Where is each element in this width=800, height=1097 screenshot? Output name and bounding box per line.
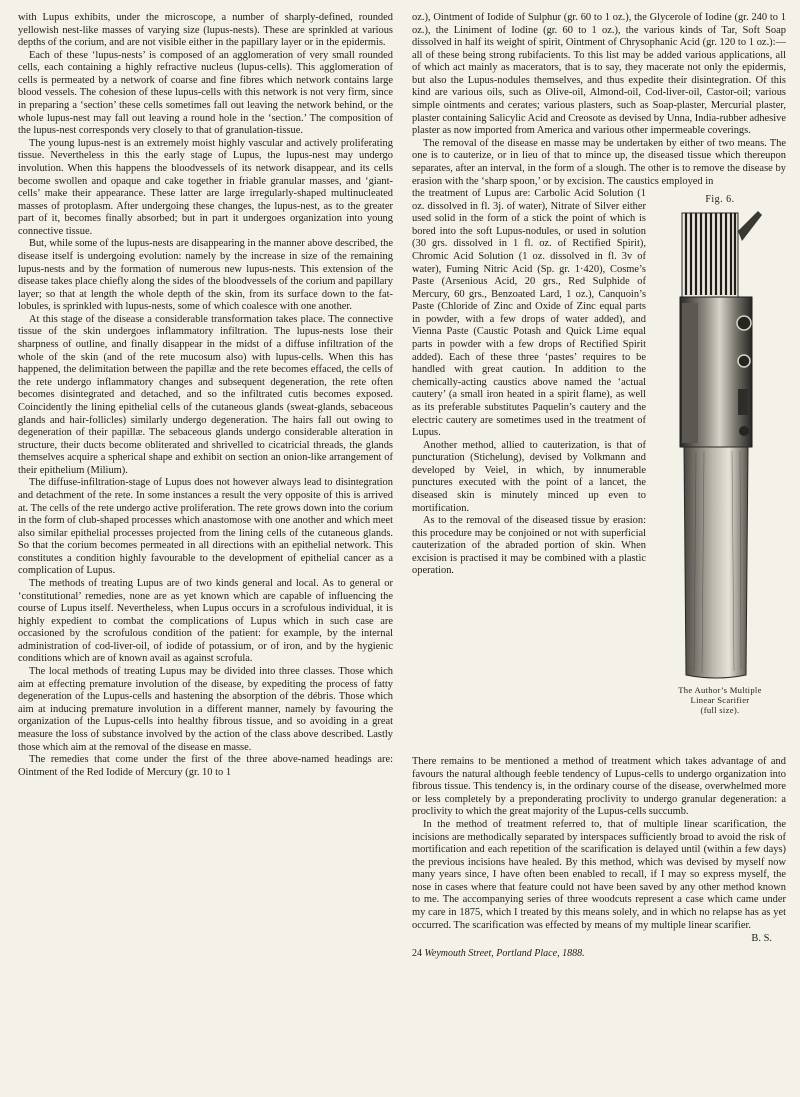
address-number: 24 (412, 947, 422, 959)
paragraph: In the method of treatment referred to, that of multiple linear scarification, the incisions are methodically separated by interspaces sufficiently broad to avoid the risk of mortification and each repetition of the scarification is delayed until (within a few days) the previous incisions have healed. By this method, which was devised by myself now many years since, I have often been enabled to recall, if I may so express myself, the nose in cases where that feature could not have been saved by any other method known to me. The accompanying series of three woodcuts represent a case which came under my care in 1875, which I treated by this means solely, and in which no relapse has as yet occurred. The scarification was effected by means of my multiple linear scarifier. (412, 818, 786, 931)
paragraph: But, while some of the lupus-nests are disappearing in the manner above described, the disease itself is undergoing evolution: namely by the increase in size of the remaining lupus-nests and by the formation of numerous new lupus-nests. This extension of the disease takes place chiefly along the sides of the bloodvessels of the corium and papillary layer; so that at length the whole depth of the skin, from its surface down to the fat-lobules, is sprinkled with lupus-nests, some of which coalesce with one another. (18, 238, 393, 313)
paragraph: with Lupus exhibits, under the microscope, a number of sharply-defined, rounded yellowish nest-like masses of varying size (lupus-nests). These are sprinkled at various depths of the corium, and are not visible either in the papillary layer or in the epidermis. (18, 12, 393, 49)
paragraph: At this stage of the disease a considerable transformation takes place. The connective tissue of the skin undergoes inflammatory infiltration. The lupus-nests lose their sharpness of outline, and finally disappear in the midst of a diffuse infiltration of the whole of the skin (and of the rete mucosum also) with lupus-cells. When this has happened, the delimitation between the papillæ and the rete becomes effaced, the cells of the rete undergo inflammatory changes and subsequent degeneration, the rete often becomes disintegrated and detached, and so the infiltrated cutis becomes exposed. Coincidently the lining epithelial cells of the cutaneous glands (sweat-glands, sebaceous glands and hair-follicles) similarly undergo degeneration. The hairs fall out owing to degeneration of their papillæ. The sebaceous glands undergo considerable alteration in structure, their ducts become obliterated and shrivelled to cicatricial threads, the glands themselves acquire a spherical shape and exhibit on section an onion-like arrangement of their epithelium (Milium). (18, 313, 393, 476)
address-text: Weymouth Street, Portland Place, 1888. (424, 947, 585, 959)
figure-caption-line: The Author’s Multiple (678, 684, 762, 695)
figure-wrap-block (412, 188, 786, 756)
paragraph: The local methods of treating Lupus may be divided into three classes. Those which aim at effecting premature involution of the disease, by expediting the process of fatty degeneration of the Lupus-cells and hastening the absorption of the débris. Those which aim at inducing premature involution in a different manner, namely by favouring the organization of the Lupus-cells into healthy fibrous tissue, and so avoiding in a great measure the loss of substance involved by the action of the class above described. Lastly those which aim at the removal of the disease en masse. (18, 666, 393, 753)
paragraph: Each of these ‘lupus-nests’ is composed of an agglomeration of very small rounded cells, each containing a highly refractive nucleus (lupus-cells). This agglomeration of cells is permeated by a network of coarse and fine fibres which network contains large blood vessels. The cohesion of these lupus-cells with this network is not very firm, since in preparing a ‘section’ these cells sometimes fall out leaving the network behind, or the whole lupus-nest may fall out leaving a round hole in the ‘section.’ The composition of the lupus-nest corresponds very closely to that of granulation-tissue. (18, 49, 393, 137)
right-column (412, 12, 786, 960)
frame-group (680, 297, 752, 447)
figure-6 (654, 194, 786, 754)
blade-group (682, 211, 762, 297)
paragraph: As to the removal of the diseased tissue by erasion: this procedure may be conjoined or not with superficial cauterization of the abraded portion of skin. When excision is practised it may be combined with a plastic operation. (412, 515, 646, 577)
author-signature: B. S. (751, 933, 772, 945)
paragraph: oz.), Ointment of Iodide of Sulphur (gr. 60 to 1 oz.), the Glycerole of Iodine (gr. 240 to 1 oz.), the Liniment of Iodine (gr. 60 to 1 oz.), the various kinds of Tar, Soft Soap dissolved in half its weight of spirit, Ointment of Chrysophanic Acid (gr. 120 to 1 oz.):—all of these being strong rubifacients. To this list may be added various applications, all of which act mainly as macerators, that is to say, they macerate not only the epidermis, but also the Lupus-nodules themselves, and thus expedite their disintegration. Of this kind are various oils, such as Olive-oil, Almond-oil, Cod-liver-oil, Castor-oil; various simple ointments and cerates; various plasters, such as Soap-plaster, Mercurial plaster, plaster containing Salicylic Acid and Creosote as devised by Unna, India-rubber adhesive plaster as now imported from America and various other impermeable coverings. (412, 12, 786, 137)
paragraph: There remains to be mentioned a method of treatment which takes advantage of and favours the natural although feeble tendency of Lupus-cells to undergo organization into fibrous tissue. This tendency is, in the ordinary course of the disease, overwhelmed more or less completely by a preponderating proclivity to undergo granular degeneration: a proclivity to which the great majority of the Lupus-cells succumb. (412, 756, 786, 818)
paragraph: Another method, allied to cauterization, is that of puncturation (Stichelung), devised by Volkmann and developed by Veiel, in which, by innumerable punctures executed with the point of a lancet, the diseased skin is minutely minced up even to mortification. (412, 439, 646, 514)
paragraph: The remedies that come under the first of the three above-named headings are: Ointment of the Red Iodide of Mercury (gr. 10 to 1 (18, 754, 393, 778)
address-line (412, 948, 786, 961)
left-column (18, 12, 393, 779)
paragraph: The young lupus-nest is an extremely moist highly vascular and actively proliferating tissue. Nevertheless in this the early stage of Lupus, the lupus-nest may undergo involution. When this happens the bloodvessels of its network disappear, and its cells become swollen and opaque and cake together in friable granular masses, and ‘giant-cells’ make their appearance. These latter are large irregularly-shaped multinucleated masses of protoplasm. After undergoing these changes, the lupus-nest, as to the greater part of it, becomes finally absorbed; but in part it undergoes organization into young connective tissue. (18, 137, 393, 237)
paragraph: the treatment of Lupus are: Carbolic Acid Solution (1 oz. dissolved in fl. 3j. of water), Nitrate of Silver either used solid in the form of a stick the point of which is bored into the soft Lupus-nodules, or used in solution (30 grs. dissolved in 1 fl. oz. of Rectified Spirit), Chromic Acid Solution (1 oz. dissolved in fl. 3v of water), Fuming Nitric Acid (Sp. gr. 1·420), Cosme’s Paste (Arsenious Acid, 20 grs., Red Sulphide of Mercury, 60 grs., Benzoated Lard, 1 oz.), Canquoin’s Paste (Chloride of Zinc and Oxide of Zinc equal parts in powder, with a few drops of water added), and Vienna Paste (Caustic Potash and Quick Lime equal parts in powder with a few drops of Rectified Spirit added). Each of these three ‘pastes’ requires to be handled with great caution. In addition to the chemically-acting caustics above named the ‘actual cautery’ (a small iron heated in a spirit flame), as well as its preferable substitutes Paquelin’s cautery and the electric cautery are sometimes used in the treatment of Lupus. (412, 188, 646, 439)
paragraph: The removal of the disease en masse may be undertaken by either of two means. The one is to cauterize, or in lieu of that to mince up, the diseased tissue which thereupon separates, after an interval, in the form of a slough. The other is to remove the disease by erasion with the ‘sharp spoon,’ or by excision. The caustics employed in (412, 137, 786, 187)
figure-caption-line: Linear Scarifier (690, 694, 750, 705)
figure-label: Fig. 6. (705, 194, 735, 206)
handle-group (684, 447, 748, 678)
figure-caption-line: (full size). (700, 704, 740, 715)
paragraph: The methods of treating Lupus are of two kinds general and local. As to general or ‘constitutional’ remedies, none are as yet known which are capable of influencing the course of Lupus itself. Nevertheless, when Lupus occurs in a scrofulous individual, it is highly expedient to combat the complications of Lupus which in such case are occasioned by the scrofulous condition of the patient: for example, by the internal administration of cod-liver-oil, of iodide of potassium, or of iron, and by the hygienic conditions which are of known avail as against scrofula. (18, 578, 393, 665)
paragraph: The diffuse-infiltration-stage of Lupus does not however always lead to disintegration and detachment of the rete. In some instances a result the very opposite of this is arrived at. The cells of the rete undergo active proliferation. The rete grows down into the corium in the form of club-shaped processes which anastomose with one another and which meet also similar epithelial processes projected from the lining cells of the cutaneous glands. So that the corium becomes permeated in all directions with an epithelial network. This constitutes a condition highly favourable to the development of epithelial cancer as a complication of Lupus. (18, 477, 393, 577)
scarifier-illustration (672, 211, 768, 681)
figure-caption (654, 685, 786, 715)
